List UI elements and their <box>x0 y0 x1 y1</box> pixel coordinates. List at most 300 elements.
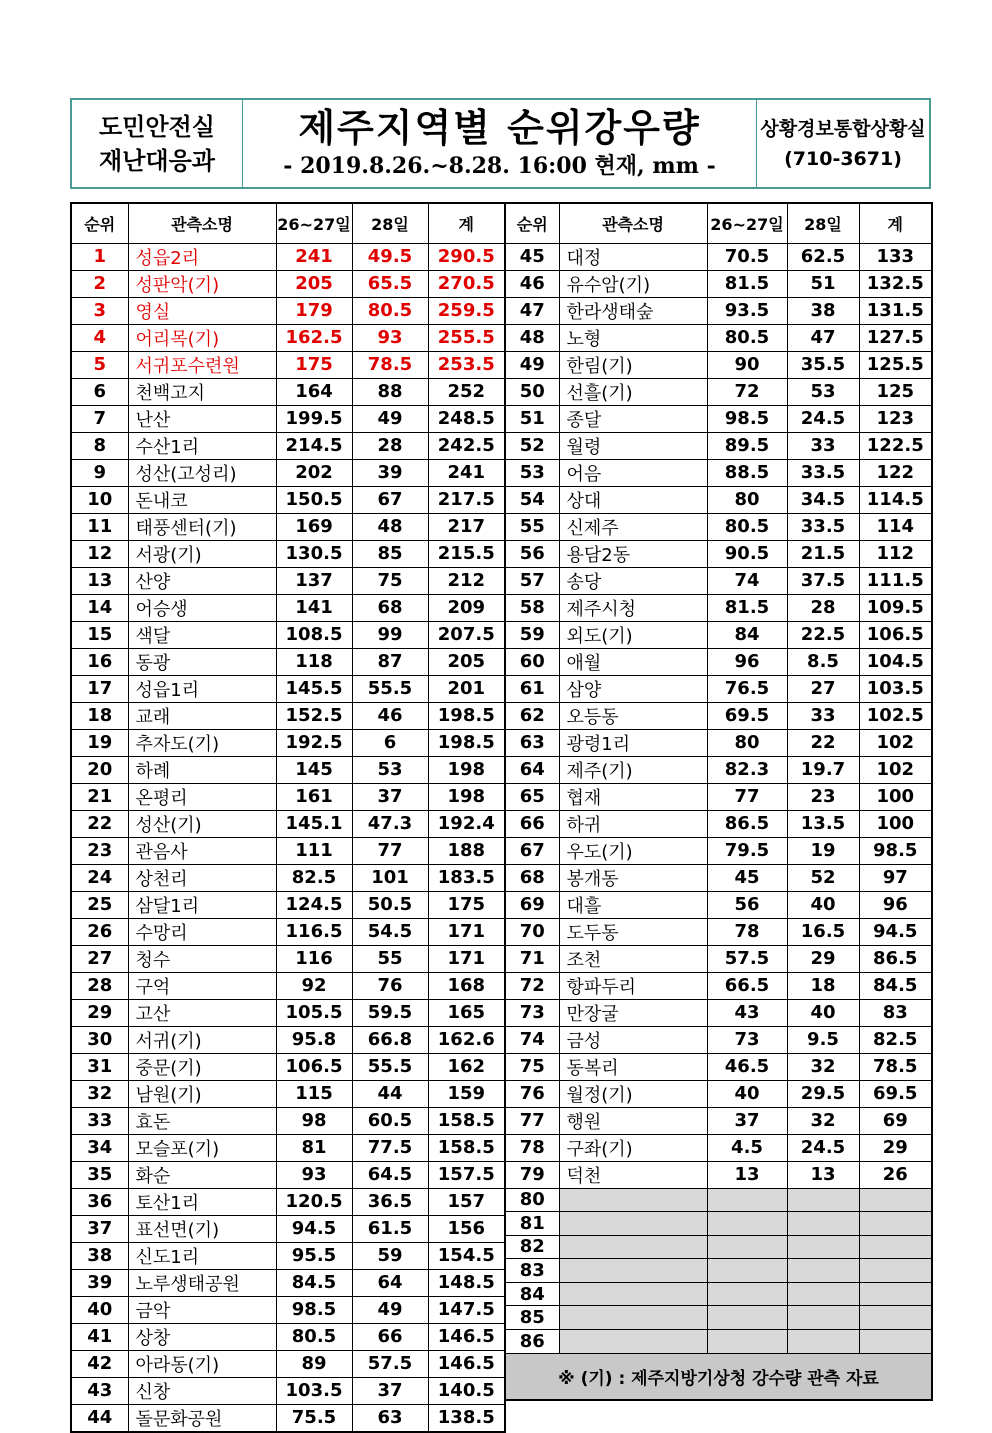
table-row <box>71 1377 505 1404</box>
table-row <box>71 702 505 729</box>
day2-rain-cell: 55.5 <box>352 675 428 702</box>
rank-cell: 43 <box>71 1377 128 1404</box>
day1-rain-cell: 80 <box>707 486 787 513</box>
table-row <box>71 243 505 270</box>
day2-rain-cell: 33 <box>787 432 859 459</box>
rank-cell: 58 <box>505 594 559 621</box>
station-name-cell: 유수암(기) <box>559 270 707 297</box>
table-row <box>505 459 932 486</box>
day1-rain-cell: 175 <box>276 351 352 378</box>
rank-cell: 4 <box>71 324 128 351</box>
day1-rain-cell: 4.5 <box>707 1134 787 1161</box>
rank-cell: 3 <box>71 297 128 324</box>
day1-rain-cell: 141 <box>276 594 352 621</box>
table-row <box>71 1161 505 1188</box>
table-row <box>71 297 505 324</box>
table-row <box>71 621 505 648</box>
day2-rain-cell: 55.5 <box>352 1053 428 1080</box>
day2-rain-cell: 52 <box>787 864 859 891</box>
table-row <box>71 837 505 864</box>
day2-rain-cell: 32 <box>787 1107 859 1134</box>
station-name-cell: 관음사 <box>128 837 276 864</box>
table-row <box>71 810 505 837</box>
table-row <box>71 972 505 999</box>
total-rain-cell <box>859 1259 932 1283</box>
rank-cell: 49 <box>505 351 559 378</box>
total-rain-cell: 157 <box>428 1188 505 1215</box>
table-row <box>71 1134 505 1161</box>
day2-rain-cell: 37 <box>352 783 428 810</box>
station-name-cell: 송당 <box>559 567 707 594</box>
station-name-cell: 노루생태공원 <box>128 1269 276 1296</box>
station-name-cell: 모슬포(기) <box>128 1134 276 1161</box>
total-rain-cell: 100 <box>859 810 932 837</box>
day1-rain-cell: 106.5 <box>276 1053 352 1080</box>
rank-cell: 9 <box>71 459 128 486</box>
table-row <box>505 1134 932 1161</box>
day1-rain-cell: 192.5 <box>276 729 352 756</box>
station-name-cell: 행원 <box>559 1107 707 1134</box>
total-rain-cell: 82.5 <box>859 1026 932 1053</box>
rank-cell: 77 <box>505 1107 559 1134</box>
rank-cell: 47 <box>505 297 559 324</box>
day2-rain-cell: 50.5 <box>352 891 428 918</box>
total-rain-cell: 207.5 <box>428 621 505 648</box>
rank-cell: 61 <box>505 675 559 702</box>
total-rain-cell: 217.5 <box>428 486 505 513</box>
day2-rain-cell: 33.5 <box>787 459 859 486</box>
rank-cell: 14 <box>71 594 128 621</box>
station-name-cell: 월정(기) <box>559 1080 707 1107</box>
station-name-cell <box>559 1330 707 1354</box>
day2-rain-cell: 24.5 <box>787 1134 859 1161</box>
day1-rain-cell: 82.5 <box>276 864 352 891</box>
total-rain-cell: 165 <box>428 999 505 1026</box>
station-name-cell <box>559 1259 707 1283</box>
total-rain-cell: 114.5 <box>859 486 932 513</box>
rank-cell: 56 <box>505 540 559 567</box>
rank-cell: 10 <box>71 486 128 513</box>
table-row <box>505 243 932 270</box>
table-row <box>71 999 505 1026</box>
rank-cell: 72 <box>505 972 559 999</box>
station-name-cell: 추자도(기) <box>128 729 276 756</box>
rank-cell: 50 <box>505 378 559 405</box>
rank-cell: 24 <box>71 864 128 891</box>
day1-rain-cell: 98.5 <box>276 1296 352 1323</box>
rank-cell: 80 <box>505 1188 559 1212</box>
station-name-cell <box>559 1282 707 1306</box>
total-rain-cell: 111.5 <box>859 567 932 594</box>
rank-cell: 22 <box>71 810 128 837</box>
rank-cell: 29 <box>71 999 128 1026</box>
day2-rain-cell: 19.7 <box>787 756 859 783</box>
day2-rain-cell <box>787 1282 859 1306</box>
day1-rain-cell: 81 <box>276 1134 352 1161</box>
table-row <box>71 783 505 810</box>
day2-rain-cell: 6 <box>352 729 428 756</box>
table-row <box>505 1282 932 1306</box>
table-row <box>505 1235 932 1259</box>
footnote: ※ (기) : 제주지방기상청 강수량 관측 자료 <box>505 1353 932 1400</box>
rank-cell: 27 <box>71 945 128 972</box>
station-name-cell <box>559 1306 707 1330</box>
station-name-cell: 성산(고성리) <box>128 459 276 486</box>
rank-cell: 74 <box>505 1026 559 1053</box>
rank-cell: 73 <box>505 999 559 1026</box>
total-rain-cell: 162 <box>428 1053 505 1080</box>
table-row <box>505 513 932 540</box>
station-name-cell: 광령1리 <box>559 729 707 756</box>
day2-rain-cell: 22 <box>787 729 859 756</box>
table-row <box>505 864 932 891</box>
day1-rain-cell: 241 <box>276 243 352 270</box>
station-name-cell: 서귀(기) <box>128 1026 276 1053</box>
day2-rain-cell: 40 <box>787 891 859 918</box>
table-row <box>71 891 505 918</box>
day1-rain-cell <box>707 1330 787 1354</box>
rank-cell: 30 <box>71 1026 128 1053</box>
table-row <box>71 459 505 486</box>
total-rain-cell <box>859 1188 932 1212</box>
total-rain-cell: 112 <box>859 540 932 567</box>
table-header-row <box>505 203 932 243</box>
station-name-cell: 삼달1리 <box>128 891 276 918</box>
station-name-cell: 한림(기) <box>559 351 707 378</box>
table-row <box>505 648 932 675</box>
day2-rain-cell: 18 <box>787 972 859 999</box>
day2-rain-cell: 51 <box>787 270 859 297</box>
total-rain-cell <box>859 1306 932 1330</box>
total-rain-cell: 109.5 <box>859 594 932 621</box>
rank-cell: 35 <box>71 1161 128 1188</box>
table-row <box>505 351 932 378</box>
table-row <box>505 1026 932 1053</box>
day2-rain-cell: 48 <box>352 513 428 540</box>
day1-rain-cell: 124.5 <box>276 891 352 918</box>
day1-rain-cell: 80.5 <box>707 324 787 351</box>
total-rain-cell: 140.5 <box>428 1377 505 1404</box>
day2-rain-cell: 57.5 <box>352 1350 428 1377</box>
station-name-cell: 아라동(기) <box>128 1350 276 1377</box>
rank-cell: 85 <box>505 1306 559 1330</box>
day1-rain-cell: 98.5 <box>707 405 787 432</box>
right-table-body <box>505 243 932 1400</box>
table-row <box>71 567 505 594</box>
station-name-cell: 조천 <box>559 945 707 972</box>
station-name-cell: 신창 <box>128 1377 276 1404</box>
station-name-cell: 항파두리 <box>559 972 707 999</box>
station-name-cell: 고산 <box>128 999 276 1026</box>
day2-rain-cell: 33.5 <box>787 513 859 540</box>
station-name-cell: 금성 <box>559 1026 707 1053</box>
rank-cell: 40 <box>71 1296 128 1323</box>
table-row <box>505 837 932 864</box>
table-row <box>505 324 932 351</box>
station-name-cell: 만장굴 <box>559 999 707 1026</box>
day1-rain-cell: 13 <box>707 1161 787 1188</box>
day1-rain-cell: 94.5 <box>276 1215 352 1242</box>
day2-rain-cell: 75 <box>352 567 428 594</box>
rank-cell: 28 <box>71 972 128 999</box>
day2-rain-cell: 8.5 <box>787 648 859 675</box>
day2-rain-cell: 87 <box>352 648 428 675</box>
total-rain-cell: 192.4 <box>428 810 505 837</box>
day1-rain-cell: 161 <box>276 783 352 810</box>
total-rain-cell: 158.5 <box>428 1107 505 1134</box>
day2-rain-cell: 29.5 <box>787 1080 859 1107</box>
station-name-cell: 성읍1리 <box>128 675 276 702</box>
day1-rain-cell: 116 <box>276 945 352 972</box>
table-row <box>505 1212 932 1236</box>
day2-rain-cell: 44 <box>352 1080 428 1107</box>
day1-rain-cell: 56 <box>707 891 787 918</box>
col-day1: 26~27일 <box>276 203 352 243</box>
day2-rain-cell: 46 <box>352 702 428 729</box>
day1-rain-cell: 84.5 <box>276 1269 352 1296</box>
total-rain-cell: 26 <box>859 1161 932 1188</box>
table-row <box>71 1026 505 1053</box>
table-row <box>71 1242 505 1269</box>
total-rain-cell: 248.5 <box>428 405 505 432</box>
station-name-cell: 외도(기) <box>559 621 707 648</box>
rank-cell: 36 <box>71 1188 128 1215</box>
rank-cell: 60 <box>505 648 559 675</box>
col-rank: 순위 <box>71 203 128 243</box>
day2-rain-cell: 37 <box>352 1377 428 1404</box>
total-rain-cell: 69 <box>859 1107 932 1134</box>
rank-cell: 46 <box>505 270 559 297</box>
table-row <box>505 297 932 324</box>
rank-cell: 1 <box>71 243 128 270</box>
rank-cell: 64 <box>505 756 559 783</box>
rank-cell: 13 <box>71 567 128 594</box>
day1-rain-cell: 179 <box>276 297 352 324</box>
total-rain-cell: 158.5 <box>428 1134 505 1161</box>
rainfall-table-left <box>70 202 506 1433</box>
day2-rain-cell: 9.5 <box>787 1026 859 1053</box>
total-rain-cell: 100 <box>859 783 932 810</box>
col-total: 계 <box>428 203 505 243</box>
day1-rain-cell: 162.5 <box>276 324 352 351</box>
day2-rain-cell: 99 <box>352 621 428 648</box>
total-rain-cell: 102 <box>859 729 932 756</box>
table-row <box>71 756 505 783</box>
table-row <box>71 324 505 351</box>
day1-rain-cell: 80 <box>707 729 787 756</box>
table-row <box>505 810 932 837</box>
rank-cell: 38 <box>71 1242 128 1269</box>
day2-rain-cell: 49 <box>352 1296 428 1323</box>
station-name-cell: 교래 <box>128 702 276 729</box>
day1-rain-cell: 150.5 <box>276 486 352 513</box>
station-name-cell: 용담2동 <box>559 540 707 567</box>
rank-cell: 53 <box>505 459 559 486</box>
report-header <box>70 98 931 189</box>
table-row <box>505 1107 932 1134</box>
total-rain-cell: 114 <box>859 513 932 540</box>
station-name-cell: 제주시청 <box>559 594 707 621</box>
total-rain-cell <box>859 1330 932 1354</box>
total-rain-cell: 104.5 <box>859 648 932 675</box>
day1-rain-cell: 164 <box>276 378 352 405</box>
rank-cell: 39 <box>71 1269 128 1296</box>
table-row <box>71 918 505 945</box>
day2-rain-cell: 36.5 <box>352 1188 428 1215</box>
day2-rain-cell: 65.5 <box>352 270 428 297</box>
page-title: 제주지역별 순위강우량 <box>298 105 701 150</box>
total-rain-cell: 78.5 <box>859 1053 932 1080</box>
day1-rain-cell: 45 <box>707 864 787 891</box>
station-name-cell: 신제주 <box>559 513 707 540</box>
station-name-cell: 난산 <box>128 405 276 432</box>
table-row <box>71 270 505 297</box>
total-rain-cell: 123 <box>859 405 932 432</box>
table-row <box>71 594 505 621</box>
day1-rain-cell: 80.5 <box>276 1323 352 1350</box>
table-row <box>505 1161 932 1188</box>
total-rain-cell: 171 <box>428 918 505 945</box>
total-rain-cell: 183.5 <box>428 864 505 891</box>
day1-rain-cell: 89 <box>276 1350 352 1377</box>
total-rain-cell: 159 <box>428 1080 505 1107</box>
rank-cell: 23 <box>71 837 128 864</box>
day2-rain-cell: 54.5 <box>352 918 428 945</box>
rank-cell: 51 <box>505 405 559 432</box>
rank-cell: 75 <box>505 1053 559 1080</box>
station-name-cell: 구억 <box>128 972 276 999</box>
total-rain-cell: 198 <box>428 756 505 783</box>
table-row <box>505 567 932 594</box>
office-name: 상황경보통합상황실 <box>760 117 926 140</box>
office-phone: (710-3671) <box>784 147 902 170</box>
department-line-1: 도민안전실 <box>99 112 215 141</box>
station-name-cell: 협재 <box>559 783 707 810</box>
day1-rain-cell: 43 <box>707 999 787 1026</box>
total-rain-cell: 146.5 <box>428 1323 505 1350</box>
day2-rain-cell: 85 <box>352 540 428 567</box>
day2-rain-cell <box>787 1306 859 1330</box>
table-row <box>505 1306 932 1330</box>
total-rain-cell: 290.5 <box>428 243 505 270</box>
station-name-cell: 상천리 <box>128 864 276 891</box>
day1-rain-cell: 40 <box>707 1080 787 1107</box>
day2-rain-cell <box>787 1188 859 1212</box>
rank-cell: 55 <box>505 513 559 540</box>
total-rain-cell: 201 <box>428 675 505 702</box>
total-rain-cell <box>859 1282 932 1306</box>
day2-rain-cell: 76 <box>352 972 428 999</box>
day2-rain-cell: 37.5 <box>787 567 859 594</box>
day2-rain-cell: 40 <box>787 999 859 1026</box>
station-name-cell: 애월 <box>559 648 707 675</box>
total-rain-cell: 106.5 <box>859 621 932 648</box>
station-name-cell: 제주(기) <box>559 756 707 783</box>
rank-cell: 67 <box>505 837 559 864</box>
table-row <box>505 999 932 1026</box>
day1-rain-cell: 76.5 <box>707 675 787 702</box>
day1-rain-cell: 78 <box>707 918 787 945</box>
table-row <box>71 729 505 756</box>
station-name-cell: 삼양 <box>559 675 707 702</box>
rank-cell: 12 <box>71 540 128 567</box>
day1-rain-cell <box>707 1188 787 1212</box>
rank-cell: 19 <box>71 729 128 756</box>
table-row <box>71 540 505 567</box>
day2-rain-cell: 49.5 <box>352 243 428 270</box>
rank-cell: 34 <box>71 1134 128 1161</box>
day1-rain-cell: 72 <box>707 378 787 405</box>
day1-rain-cell: 66.5 <box>707 972 787 999</box>
station-name-cell: 구좌(기) <box>559 1134 707 1161</box>
day1-rain-cell: 108.5 <box>276 621 352 648</box>
rank-cell: 32 <box>71 1080 128 1107</box>
day2-rain-cell: 23 <box>787 783 859 810</box>
day2-rain-cell <box>787 1212 859 1236</box>
day2-rain-cell: 53 <box>352 756 428 783</box>
day1-rain-cell: 75.5 <box>276 1404 352 1432</box>
day1-rain-cell: 80.5 <box>707 513 787 540</box>
day1-rain-cell: 81.5 <box>707 594 787 621</box>
day1-rain-cell: 98 <box>276 1107 352 1134</box>
day1-rain-cell: 84 <box>707 621 787 648</box>
table-row <box>505 270 932 297</box>
station-name-cell: 영실 <box>128 297 276 324</box>
day1-rain-cell: 169 <box>276 513 352 540</box>
total-rain-cell <box>859 1235 932 1259</box>
rank-cell: 15 <box>71 621 128 648</box>
total-rain-cell: 146.5 <box>428 1350 505 1377</box>
day1-rain-cell: 93 <box>276 1161 352 1188</box>
table-row <box>71 1296 505 1323</box>
total-rain-cell: 29 <box>859 1134 932 1161</box>
table-row <box>505 621 932 648</box>
day1-rain-cell: 93.5 <box>707 297 787 324</box>
table-row <box>71 864 505 891</box>
day2-rain-cell: 63 <box>352 1404 428 1432</box>
table-row <box>505 405 932 432</box>
day2-rain-cell: 66.8 <box>352 1026 428 1053</box>
day1-rain-cell: 73 <box>707 1026 787 1053</box>
rank-cell: 71 <box>505 945 559 972</box>
station-name-cell: 어리목(기) <box>128 324 276 351</box>
day2-rain-cell: 61.5 <box>352 1215 428 1242</box>
day2-rain-cell: 28 <box>352 432 428 459</box>
table-row <box>71 486 505 513</box>
col-rank: 순위 <box>505 203 559 243</box>
day2-rain-cell: 80.5 <box>352 297 428 324</box>
day1-rain-cell: 214.5 <box>276 432 352 459</box>
day1-rain-cell: 81.5 <box>707 270 787 297</box>
station-name-cell: 태풍센터(기) <box>128 513 276 540</box>
table-row <box>71 351 505 378</box>
day2-rain-cell: 34.5 <box>787 486 859 513</box>
table-row <box>505 540 932 567</box>
rank-cell: 86 <box>505 1330 559 1354</box>
station-name-cell: 동복리 <box>559 1053 707 1080</box>
total-rain-cell: 147.5 <box>428 1296 505 1323</box>
station-name-cell <box>559 1188 707 1212</box>
table-row <box>71 1053 505 1080</box>
total-rain-cell: 138.5 <box>428 1404 505 1432</box>
station-name-cell: 하례 <box>128 756 276 783</box>
total-rain-cell: 205 <box>428 648 505 675</box>
total-rain-cell: 171 <box>428 945 505 972</box>
day2-rain-cell: 78.5 <box>352 351 428 378</box>
table-row <box>505 891 932 918</box>
rank-cell: 2 <box>71 270 128 297</box>
day1-rain-cell: 74 <box>707 567 787 594</box>
